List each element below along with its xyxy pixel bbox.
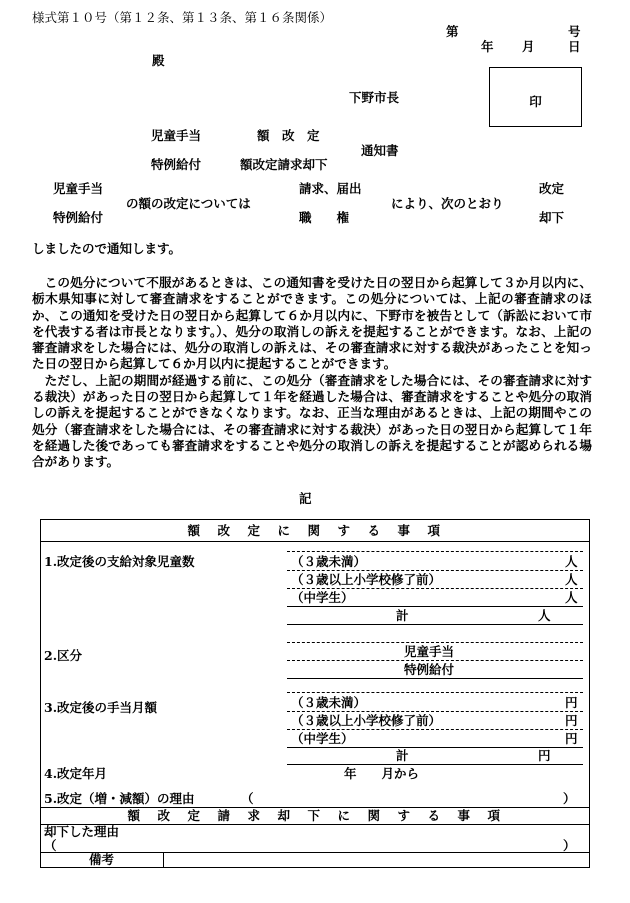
lead-revision-text: の額の改定については: [126, 196, 251, 211]
amount-row-elementary: （３歳以上小学校修了前）: [291, 713, 442, 728]
title-revision: 額 改 定: [257, 128, 320, 143]
title-child-allowance: 児童手当: [151, 128, 202, 143]
date-year: 年: [481, 39, 494, 54]
children-unit-2: 人: [565, 572, 578, 587]
ki-heading: 記: [299, 491, 312, 506]
amount-total-label: 計: [396, 748, 409, 763]
mayor-title: 下野市長: [349, 90, 400, 105]
children-unit-3: 人: [565, 590, 578, 605]
title-special-benefit: 特例給付: [151, 157, 202, 172]
children-total-unit: 人: [538, 608, 551, 623]
lead-as-follows: により、次のとおり: [391, 196, 504, 211]
document-number-prefix: 第: [446, 24, 459, 39]
item-children-count: 1.改定後の支給対象児童数: [44, 554, 195, 569]
details-table: [40, 519, 590, 868]
category-special-benefit: 特例給付: [404, 662, 455, 677]
amount-unit-2: 円: [565, 713, 578, 728]
item-category: 2.区分: [44, 648, 83, 663]
amount-row-junior-high: （中学生）: [291, 731, 354, 746]
rejection-section-header: 額 改 定 請 求 却 下 に 関 す る 事 項: [127, 808, 503, 823]
category-child-allowance: 児童手当: [404, 644, 455, 659]
rejection-reason-label: 却下した理由: [44, 824, 120, 839]
lead-child-allowance: 児童手当: [53, 181, 104, 196]
lead-revise: 改定: [539, 181, 565, 196]
reason-paren-close: ）: [563, 791, 576, 806]
lead-request: 請求、届出: [299, 181, 362, 196]
addressee-honorific: 殿: [152, 53, 165, 68]
appeal-notice: [32, 275, 592, 471]
date-month: 月: [522, 39, 535, 54]
item-revision-month: 4.改定年月: [44, 766, 108, 781]
children-row-junior-high: （中学生）: [291, 590, 354, 605]
remarks-label: 備考: [89, 852, 115, 867]
revision-month-value: 年 月から: [344, 766, 420, 781]
amount-row-under3: （３歳未満）: [291, 695, 367, 710]
amount-unit-3: 円: [565, 731, 578, 746]
title-notice: 通知書: [361, 143, 399, 158]
seal-label: 印: [529, 94, 542, 109]
lead-closing: しましたので通知します。: [32, 241, 182, 256]
date-day: 日: [568, 39, 581, 54]
form-number: 様式第１０号（第１２条、第１３条、第１６条関係）: [32, 10, 333, 25]
item-monthly-amount: 3.改定後の手当月額: [44, 700, 158, 715]
amount-unit-1: 円: [565, 695, 578, 710]
children-unit-1: 人: [565, 554, 578, 569]
document-number-suffix: 号: [568, 24, 581, 39]
item-revision-reason: 5.改定（増・減額）の理由: [44, 791, 195, 806]
lead-reject: 却下: [539, 210, 565, 225]
lead-ex-officio: 職 権: [299, 210, 350, 225]
seal-box: [489, 67, 582, 127]
lead-special-benefit: 特例給付: [53, 210, 104, 225]
rejection-paren-open: （: [44, 838, 57, 853]
children-row-elementary: （３歳以上小学校修了前）: [291, 572, 442, 587]
amount-total-unit: 円: [538, 748, 551, 763]
reason-paren-open: （: [241, 791, 254, 806]
title-revision-rejected: 額改定請求却下: [240, 157, 328, 172]
children-row-under3: （３歳未満）: [291, 554, 367, 569]
appeal-paragraph-1: この処分について不服があるときは、この通知書を受けた日の翌日から起算して３か月以内に、栃木県知事に対して審査請求をすることができます。この処分については、上記の審査請求のほか、この通知を受けた日の翌日から起算して６か月以内に、下野市を被告として（訴訟において市を代表する者は市長となります。）、処分の取消しの訴えを提起することができます。なお、上記の審査請求をした場合には、処分の取消しの訴えは、その審査請求に対する裁決があったことを知った日の翌日から起算して６か月以内に提起することができます。: [32, 275, 592, 372]
appeal-paragraph-2: ただし、上記の期間が経過する前に、この処分（審査請求をした場合には、その審査請求に対する裁決）があった日の翌日から起算して１年を経過した場合は、審査請求をすることや処分の取消しの訴えを提起することができなくなります。なお、正当な理由があるときは、上記の期間やこの処分（審査請求をした場合には、その審査請求に対する裁決）があった日の翌日から起算して１年を経過した後であっても審査請求をすることや処分の取消しの訴えを提起することが認められる場合があります。: [32, 372, 592, 470]
children-total-label: 計: [396, 608, 409, 623]
revision-section-header: 額 改 定 に 関 す る 事 項: [187, 523, 443, 538]
rejection-paren-close: ）: [563, 838, 576, 853]
